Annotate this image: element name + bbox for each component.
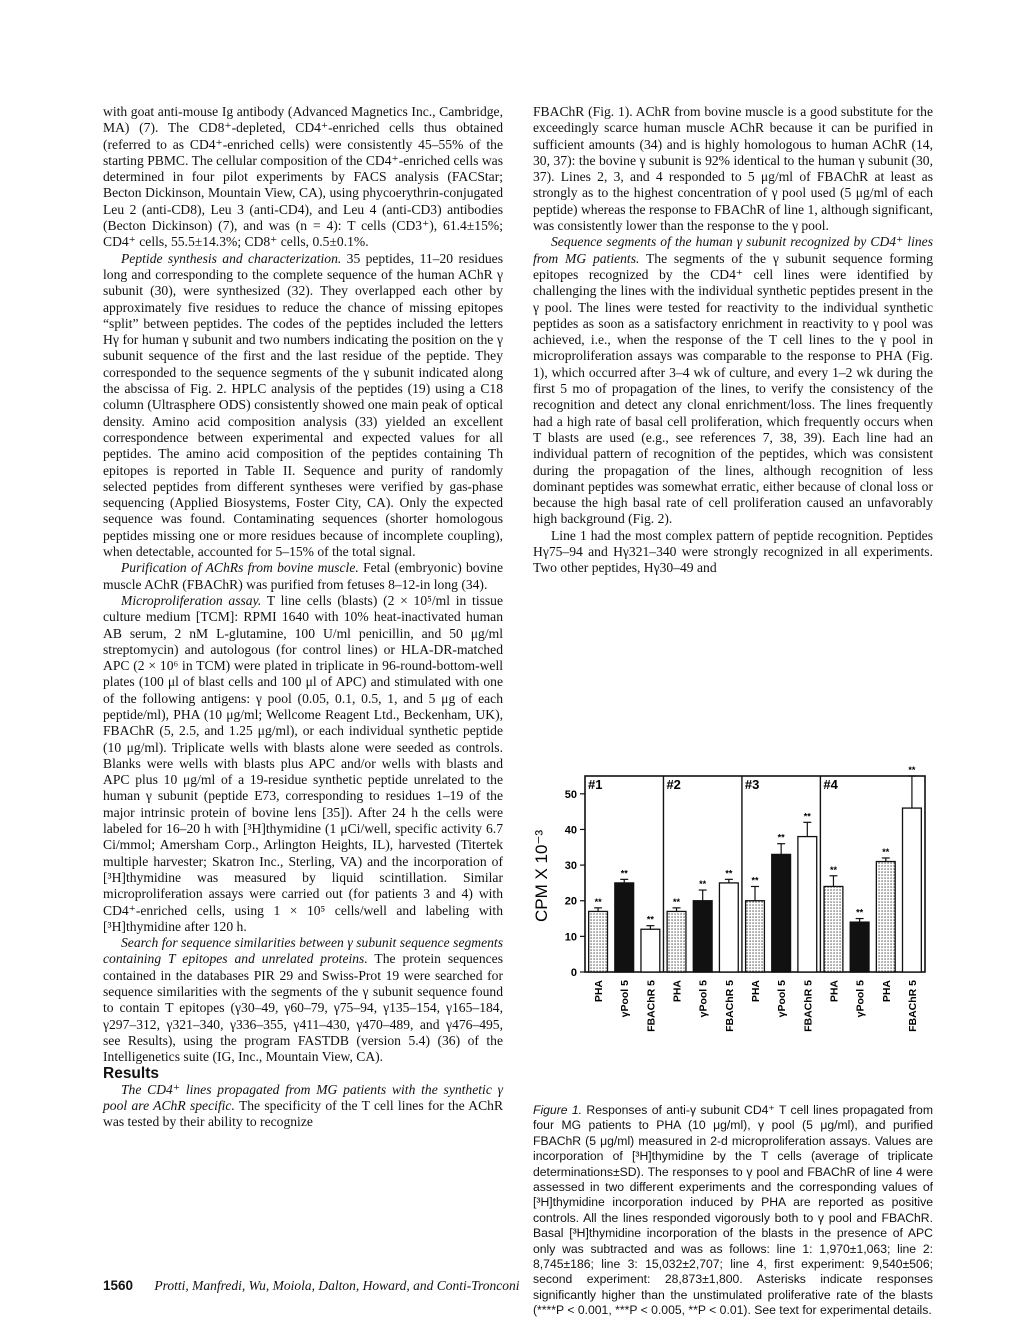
paragraph-fbachr: FBAChR (Fig. 1). AChR from bovine muscle is a good substitute for the exceedingly scarce human muscle AChR because it can be purified in sufficient amounts (34) and is highly homologous to human AChR (14, 30, 37): the bovine γ subunit is 92% identical to the human γ subunit (30, 37). Lines 2, 3, and 4 responded to 5 μg/ml of FBAChR at least as strongly as to the highest concentration of γ pool used (5 μg/ml of each peptide) whereas the response to FBAChR of line 1, although significant, was consistently lower than the response to the γ pool. (533, 104, 933, 234)
bar (798, 837, 817, 972)
x-tick-label: PHA (593, 980, 606, 1003)
significance-stars: ** (803, 811, 811, 822)
bar (615, 883, 634, 972)
paragraph-sequence-search: Search for sequence similarities between γ subunit sequence segments containing T epitopes and unrelated proteins. The protein sequences contained in the databases PIR 29 and Swiss-Prot 19 were searched for sequence similarities with the segments of the γ subunit sequence found to contain T epitopes (γ30–49, γ60–79, γ75–94, γ135–154, γ165–184, γ297–312, γ321–340, γ336–355, γ411–430, γ470–489, and γ476–495, see Results), using the program FASTDB (version 5.4) (36) of the Intelligenetics suite (IG, Inc., Mountain View, CA). (103, 935, 503, 1065)
bar (589, 911, 608, 972)
panel-label: #1 (588, 777, 603, 792)
paragraph-microproliferation: Microproliferation assay. T line cells (blasts) (2 × 10⁵/ml in tissue culture medium [TCM]: RPMI 1640 with 10% heat-inactivated human AB serum, 2 nM L-glutamine, 100 U/ml penicillin, and 50 μg/ml streptomycin) and autologous (for control lines) or HLA-DR-matched APC (2 × 10⁶ in TCM) were plated in triplicate in 96-round-bottom-well plates (100 μl of blast cells and 100 μl of APC) and stimulated with one of the following antigens: γ pool (0.05, 0.1, 0.5, 1, and 5 μg of each peptide/ml), PHA (10 μg/ml; Wellcome Reagent Ltd., Beckenham, UK), FBAChR (5, 2.5, and 1.25 μg/ml), or each individual synthetic peptide (10 μg/ml). Triplicate wells with blasts alone were seeded as controls. Blanks were wells with blasts plus APC and/or wells with blasts and APC plus 10 μg/ml of a 19-residue synthetic peptide unrelated to the human γ subunit (peptide E73, corresponding to residues 1–19 of the major intrinsic protein of bovine lens [35]). After 24 h the cells were labeled for 16–20 h with [³H]thymidine (1 μCi/well, specific activity 6.7 Ci/mmol; Amersham Corp., Arlington Heights, IL), harvested (Titertek multiple harvester; Skatron Inc., Sterling, VA) and the incorporation of [³H]thymidine was measured by liquid scintillation. Similar microproliferation assays were carried out (for patients 3 and 4) with CD4⁺-enriched cells, using 1 × 10⁵ cells/well and labeling with [³H]thymidine after 120 h. (103, 592, 504, 934)
y-tick-label: 20 (564, 895, 577, 908)
results-heading: Results (103, 1064, 159, 1082)
x-tick-label: PHA (671, 980, 684, 1003)
section-title-sequence-segments: Sequence segments of the human γ subunit recognized by CD4⁺ lines from MG patients. (533, 234, 933, 266)
author-list: Protti, Manfredi, Wu, Moiola, Dalton, Howard, and Conti-Tronconi (154, 1278, 520, 1293)
paragraph-cell-composition: with goat anti-mouse Ig antibody (Advanced Magnetics Inc., Cambridge, MA) (7). The CD8⁺-depleted, CD4⁺-enriched cells thus obtained (referred to as CD4⁺-enriched cells) were consistently 45–55% of the starting PBMC. The cellular composition of the CD4⁺-enriched cells was determined in four pilot experiments by FACS analysis (FACStar; Becton Dickinson, Mountain View, CA), using phycoerythrin-conjugated Leu 2 (anti-CD8), Leu 3 (anti-CD4), and Leu 4 (anti-CD3) antibodies (Becton Dickinson) (7), and was (n = 4): T cells (CD3⁺), 61.4±15%; CD4⁺ cells, 55.5±14.3%; CD8⁺ cells, 0.5±0.1%. (103, 104, 503, 250)
significance-stars: ** (777, 832, 785, 843)
bar (667, 911, 686, 972)
x-tick-label: FBAChR 5 (906, 980, 919, 1032)
bar (746, 901, 765, 972)
section-title-purification: Purification of AChRs from bovine muscle. (121, 560, 359, 576)
section-title-sequence-search: Search for sequence similarities between γ subunit sequence segments containing T epitopes and unrelated proteins. (103, 935, 503, 967)
caption-text: Responses of anti-γ subunit CD4⁺ T cell lines propagated from four MG patients to PHA (10 μg/ml), γ pool (5 μg/ml), and purified FBAChR (5 μg/ml) measured in 2-d microproliferation assays. Values are incorporation of [³H]thymidine by the T cells (average of triplicate determinations±SD). The responses to γ pool and FBAChR of line 4 were assessed in two different experiments and the corresponding values of [³H]thymidine incorporation induced by PHA are reported as positive controls. All the lines responded vigorously both to γ pool and FBAChR. Basal [³H]thymidine incorporation of the blasts in the presence of APC only was subtracted and was as follows: line 1: 1,970±1,063; line 2: 8,745±186; line 3: 15,032±2,707; line 4, first experiment: 9,540±506; second experiment: 28,873±1,800. Asterisks indicate responses significantly higher than the unstimulated proliferative rate of the blasts (****P < 0.001, ***P < 0.005, **P < 0.01). See text for experimental details. (533, 1103, 933, 1318)
x-tick-label: PHA (750, 980, 762, 1003)
right-column (533, 104, 933, 577)
x-tick-label: FBAChR 5 (645, 980, 658, 1032)
bar (772, 854, 791, 972)
bar (719, 883, 738, 972)
significance-stars: ** (829, 864, 837, 875)
significance-stars: ** (882, 846, 890, 857)
bar (641, 929, 660, 972)
x-tick-label: FBAChR 5 (723, 980, 736, 1032)
paragraph-peptide-synthesis: Peptide synthesis and characterization. 35 peptides, 11–20 residues long and corresponding to the complete sequence of the human AChR γ subunit (30), were synthesized (32). They overlapped each other by approximately five residues to reduce the chance of missing epitopes “split” between peptides. The codes of the peptides included the letters Hγ for human γ subunit and two numbers indicating the position on the γ subunit sequence of the first and the last residue of the peptide. They corresponded to the sequence segments of the γ subunit indicated along the abscissa of Fig. 2. HPLC analysis of the peptides (19) using a C18 column (Ultrasphere ODS) consistently showed one main peak of optical density. Amino acid composition analysis (33) yielded an excellent correspondence between experimental and expected values for all peptides. The amino acid composition of the peptides containing Th epitopes is reported in Table II. Sequence and purity of randomly selected peptides from different syntheses were verified by gas-phase sequencing (Applied Biosystems, Foster City, CA). Only the expected sequence was found. Contaminating sequences (shorter homologous peptides missing one or more residues because of incomplete coupling), when detectable, accounted for 5–15% of the total signal. (103, 250, 503, 560)
significance-stars: ** (725, 868, 733, 879)
panel-label: #2 (666, 777, 681, 792)
figure-1-caption (533, 1103, 933, 1319)
significance-stars: ** (620, 868, 628, 879)
significance-stars: ** (908, 765, 916, 775)
y-tick-label: 50 (564, 788, 577, 801)
x-tick-label: γPool 5 (697, 980, 710, 1018)
x-tick-label: PHA (828, 980, 841, 1003)
bar (693, 901, 712, 972)
left-column (103, 104, 503, 1131)
section-title-peptide-synthesis: Peptide synthesis and characterization. (121, 250, 342, 266)
x-tick-label: γPool 5 (854, 980, 867, 1018)
paragraph-sequence-segments: Sequence segments of the human γ subunit recognized by CD4⁺ lines from MG patients. The segments of the γ subunit sequence forming epitopes recognized by the CD4⁺ cell lines were identified by challenging the lines with the individual synthetic peptides present in the γ pool. The lines were tested for reactivity to the individual synthetic peptides as soon as a satisfactory enrichment in reactivity to γ pool was achieved, i.e., when the response of the T cell lines to the γ pool in microproliferation assays was comparable to the response to PHA (Fig. 1), which occurred after 3–4 wk of culture, and every 1–2 wk during the first 5 mo of propagation of the lines, to verify the consistency of the recognition and detect any clonal enrichment/loss. The lines frequently had a high rate of basal cell proliferation, which frequently occurs when T blasts are used (e.g., see references 7, 38, 39). Each line had an individual pattern of recognition of the peptides, which was consistent during the propagation of the lines, although recognition of less dominant peptides was somewhat erratic, either because of clonal loss or because the high basal rate of cell proliferation caused an unfavorably high background (Fig. 2). (533, 234, 934, 527)
x-tick-label: γPool 5 (619, 980, 632, 1018)
x-tick-label: γPool 5 (776, 980, 789, 1018)
section-title-microproliferation: Microproliferation assay. (121, 592, 262, 608)
y-axis-label: CPM X 10⁻³ (532, 829, 551, 923)
y-tick-label: 40 (564, 824, 577, 837)
significance-stars: ** (646, 914, 654, 925)
section-title-cd4-lines: The CD4⁺ lines propagated from MG patients with the synthetic γ pool are AChR specific. (103, 1081, 503, 1114)
bar (824, 886, 843, 972)
bar (850, 922, 869, 972)
significance-stars: ** (673, 896, 681, 907)
page-footer (103, 1278, 520, 1294)
paragraph-purification: Purification of AChRs from bovine muscle. Fetal (embryonic) bovine muscle AChR (FBAChR) was purified from fetuses 8–12-in long (34). (103, 560, 504, 592)
panel-label: #3 (744, 777, 760, 792)
bar (876, 862, 895, 972)
page-number: 1560 (103, 1278, 134, 1293)
significance-stars: ** (594, 896, 602, 907)
panel-label: #4 (823, 777, 838, 792)
y-tick-label: 0 (570, 967, 577, 979)
x-tick-label: FBAChR 5 (802, 980, 815, 1032)
y-tick-label: 30 (564, 860, 577, 873)
figure-1-bar-chart (532, 765, 933, 1102)
x-tick-label: PHA (880, 980, 893, 1003)
paragraph-line-1: Line 1 had the most complex pattern of peptide recognition. Peptides Hγ75–94 and Hγ321–340 were strongly recognized in all experiments. Two other peptides, Hγ30–49 and (533, 527, 933, 576)
significance-stars: ** (751, 875, 759, 886)
caption-label: Figure 1. (533, 1103, 583, 1117)
paragraph-cd4-lines: The CD4⁺ lines propagated from MG patients with the synthetic γ pool are AChR specific. The specificity of the T cell lines for the AChR was tested by their ability to recognize (103, 1081, 504, 1130)
significance-stars: ** (699, 879, 707, 890)
y-tick-label: 10 (564, 931, 577, 944)
significance-stars: ** (856, 907, 864, 918)
bar (903, 808, 922, 972)
